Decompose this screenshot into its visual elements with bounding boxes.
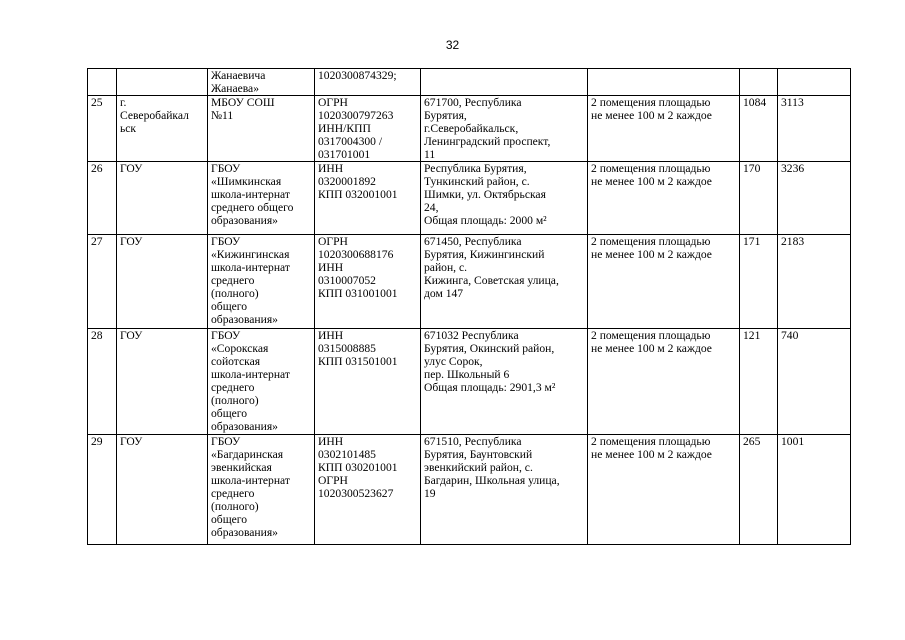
count-cell: 1084 bbox=[740, 96, 778, 162]
institution-name-cell: ГБОУ «Кижингинская школа-интернат среднего (полного) общего образования» bbox=[208, 235, 315, 329]
total-cell: 740 bbox=[778, 329, 851, 435]
institution-name-cell: ГБОУ «Сорокская сойотская школа-интернат среднего (полного) общего образования» bbox=[208, 329, 315, 435]
requisites-cell: 1020300874329; bbox=[315, 69, 421, 96]
premises-cell: 2 помещения площадью не менее 100 м 2 каждое bbox=[588, 162, 740, 235]
requisites-cell: ОГРН 1020300688176 ИНН 0310007052 КПП 031001001 bbox=[315, 235, 421, 329]
row-number-cell: 25 bbox=[88, 96, 117, 162]
table-row bbox=[88, 235, 851, 329]
requisites-cell: ИНН 0320001892 КПП 032001001 bbox=[315, 162, 421, 235]
table-row bbox=[88, 329, 851, 435]
institution-type-cell: ГОУ bbox=[117, 435, 208, 545]
row-number-cell: 27 bbox=[88, 235, 117, 329]
count-cell: 265 bbox=[740, 435, 778, 545]
total-cell bbox=[778, 69, 851, 96]
table-row bbox=[88, 435, 851, 545]
row-number-cell: 29 bbox=[88, 435, 117, 545]
count-cell: 170 bbox=[740, 162, 778, 235]
institution-name-cell: МБОУ СОШ №11 bbox=[208, 96, 315, 162]
count-cell: 121 bbox=[740, 329, 778, 435]
total-cell: 3113 bbox=[778, 96, 851, 162]
address-cell: 671032 Республика Бурятия, Окинский район, улус Сорок, пер. Школьный 6 Общая площадь: 2901,3 м² bbox=[421, 329, 588, 435]
total-cell: 2183 bbox=[778, 235, 851, 329]
row-number-cell bbox=[88, 69, 117, 96]
table-row bbox=[88, 96, 851, 162]
institution-type-cell: ГОУ bbox=[117, 162, 208, 235]
premises-cell bbox=[588, 69, 740, 96]
address-cell: 671450, Республика Бурятия, Кижингинский район, с. Кижинга, Советская улица, дом 147 bbox=[421, 235, 588, 329]
institution-type-cell: ГОУ bbox=[117, 235, 208, 329]
institution-type-cell: г. Северобайкал ьск bbox=[117, 96, 208, 162]
total-cell: 3236 bbox=[778, 162, 851, 235]
address-cell: 671510, Республика Бурятия, Баунтовский эвенкийский район, с. Багдарин, Школьная улица, 19 bbox=[421, 435, 588, 545]
premises-cell: 2 помещения площадью не менее 100 м 2 каждое bbox=[588, 235, 740, 329]
institution-name-cell: ГБОУ «Шимкинская школа-интернат среднего общего образования» bbox=[208, 162, 315, 235]
institution-name-cell: ГБОУ «Багдаринская эвенкийская школа-интернат среднего (полного) общего образования» bbox=[208, 435, 315, 545]
institution-type-cell: ГОУ bbox=[117, 329, 208, 435]
premises-cell: 2 помещения площадью не менее 100 м 2 каждое bbox=[588, 329, 740, 435]
total-cell: 1001 bbox=[778, 435, 851, 545]
premises-cell: 2 помещения площадью не менее 100 м 2 каждое bbox=[588, 96, 740, 162]
address-cell: 671700, Республика Бурятия, г.Северобайкальск, Ленинградский проспект, 11 bbox=[421, 96, 588, 162]
schools-table bbox=[87, 68, 851, 545]
requisites-cell: ИНН 0315008885 КПП 031501001 bbox=[315, 329, 421, 435]
premises-cell: 2 помещения площадью не менее 100 м 2 каждое bbox=[588, 435, 740, 545]
requisites-cell: ОГРН 1020300797263 ИНН/КПП 0317004300 / 031701001 bbox=[315, 96, 421, 162]
address-cell bbox=[421, 69, 588, 96]
requisites-cell: ИНН 0302101485 КПП 030201001 ОГРН 1020300523627 bbox=[315, 435, 421, 545]
institution-type-cell bbox=[117, 69, 208, 96]
row-number-cell: 28 bbox=[88, 329, 117, 435]
address-cell: Республика Бурятия, Тункинский район, с. Шимки, ул. Октябрьская 24, Общая площадь: 2000 м² bbox=[421, 162, 588, 235]
institution-name-cell: Жанаевича Жанаева» bbox=[208, 69, 315, 96]
row-number-cell: 26 bbox=[88, 162, 117, 235]
count-cell bbox=[740, 69, 778, 96]
table-row bbox=[88, 162, 851, 235]
count-cell: 171 bbox=[740, 235, 778, 329]
table-row bbox=[88, 69, 851, 96]
page-number: 32 bbox=[445, 38, 460, 52]
